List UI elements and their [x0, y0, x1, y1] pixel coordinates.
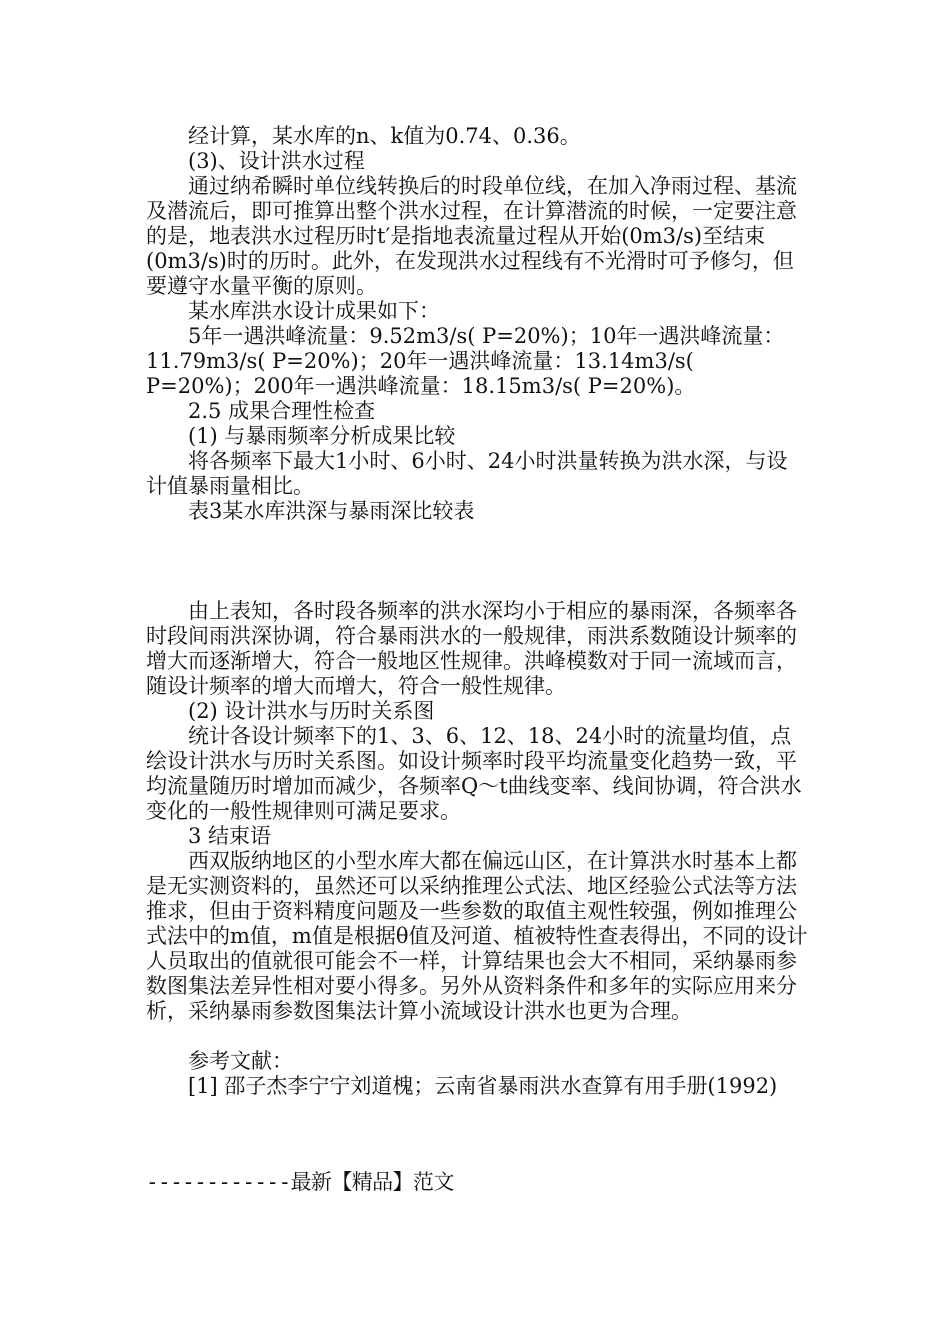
paragraph-table-analysis: 由上表知，各时段各频率的洪水深均小于相应的暴雨深，各频率各时段间雨洪深协调，符合暴雨洪水的一般规律，雨洪系数随设计频率的增大而逐渐增大，符合一般地区性规律。洪峰模数对于同一流域而言，随设计频率的增大而增大，符合一般性规律。 [146, 599, 797, 698]
heading-conclusion: 3 结束语 [188, 824, 272, 848]
paragraph-nk-values: 经计算，某水库的n、k值为0.74、0.36。 [188, 124, 581, 148]
paragraph-flood-depth-conversion: 将各频率下最大1小时、6小时、24小时洪量转换为洪水深，与设计值暴雨量相比。 [146, 449, 788, 498]
footer-text: ------------最新【精品】范文 [146, 1170, 454, 1194]
heading-rationality-check: 2.5 成果合理性检查 [188, 399, 376, 423]
paragraph-results-intro: 某水库洪水设计成果如下： [188, 299, 440, 323]
heading-references: 参考文献： [188, 1049, 293, 1073]
paragraph-flow-statistics: 统计各设计频率下的1、3、6、12、18、24小时的流量均值，点绘设计洪水与历时关系图。如设计频率时段平均流量变化趋势一致，平均流量随历时增加而减少，各频率Q～t曲线变率、线间协调，符合洪水变化的一般性规律则可满足要求。 [146, 724, 802, 823]
reference-item-1: [1] 邵子杰李宁宁刘道槐；云南省暴雨洪水查算有用手册(1992) [188, 1074, 778, 1098]
paragraph-peak-flows: 5年一遇洪峰流量：9.52m3/s( P=20%)；10年一遇洪峰流量：11.79m3/s( P=20%)；20年一遇洪峰流量：13.14m3/s( P=20%)；200年一遇洪峰流量：18.15m3/s( P=20%)。 [146, 324, 785, 398]
paragraph-conclusion: 西双版纳地区的小型水库大都在偏远山区，在计算洪水时基本上都是无实测资料的，虽然还可以采纳推理公式法、地区经验公式法等方法推求，但由于资料精度问题及一些参数的取值主观性较强，例如推理公式法中的m值，m值是根据θ值及河道、植被特性查表得出，不同的设计人员取出的值就很可能会不一样，计算结果也会大不相同，采纳暴雨参数图集法差异性相对要小得多。另外从资料条件和多年的实际应用来分析，采纳暴雨参数图集法计算小流域设计洪水也更为合理。 [146, 849, 808, 1023]
heading-rainstorm-comparison: (1) 与暴雨频率分析成果比较 [188, 424, 456, 448]
heading-flood-duration-chart: (2) 设计洪水与历时关系图 [188, 699, 435, 723]
table-caption: 表3某水库洪深与暴雨深比较表 [188, 499, 475, 523]
paragraph-flood-process: 通过纳希瞬时单位线转换后的时段单位线，在加入净雨过程、基流及潜流后，即可推算出整个洪水过程，在计算潜流的时候，一定要注意的是，地表洪水过程历时t′是指地表流量过程从开始(0m3/s)至结束(0m3/s)时的历时。此外，在发现洪水过程线有不光滑时可予修匀，但要遵守水量平衡的原则。 [146, 174, 797, 298]
heading-design-flood-process: (3)、设计洪水过程 [188, 149, 365, 173]
